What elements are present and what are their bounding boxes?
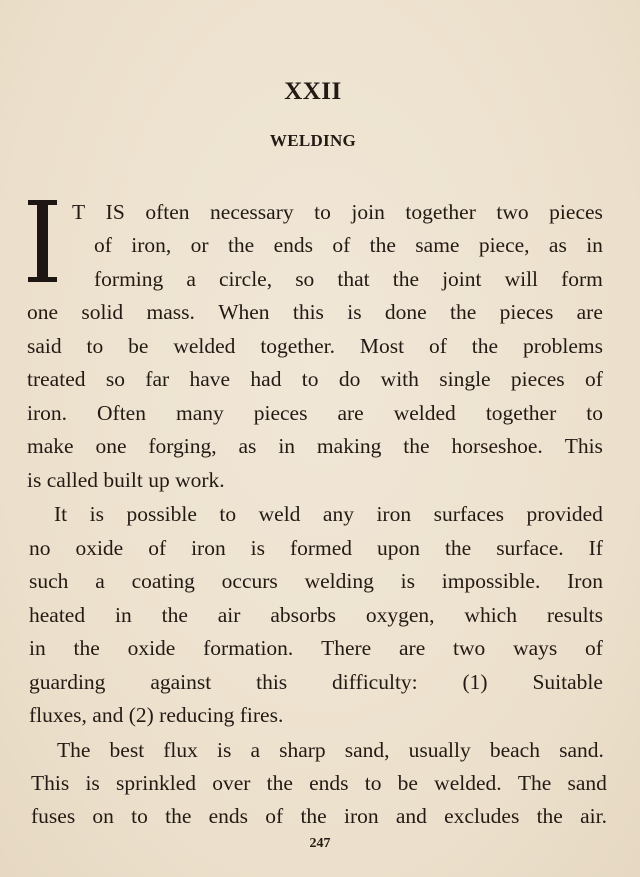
word: surface.	[496, 536, 564, 560]
word: problems	[522, 334, 603, 358]
word: iron	[376, 502, 412, 526]
word: or	[190, 233, 209, 257]
paragraph-1-line-9: is called built up work.	[27, 468, 225, 492]
word: solid	[81, 300, 124, 324]
word: far	[145, 367, 170, 391]
word: The	[57, 738, 91, 762]
word: together	[405, 200, 476, 224]
word: It	[54, 502, 68, 526]
word: treated	[27, 367, 86, 391]
word: a	[95, 569, 105, 593]
paragraph-1-line-3	[94, 269, 603, 291]
word: the	[392, 267, 419, 291]
word: said	[27, 334, 62, 358]
word: Most	[359, 334, 405, 358]
word: sharp	[279, 738, 326, 762]
word: in	[29, 636, 46, 660]
word: oxide	[75, 536, 124, 560]
word: iron.	[27, 401, 68, 425]
word: as	[548, 233, 567, 257]
word: the	[403, 434, 430, 458]
word: are	[337, 401, 364, 425]
word: on	[92, 804, 114, 828]
word: absorbs	[270, 603, 336, 627]
word: difficulty:	[332, 670, 418, 694]
word: form	[561, 267, 603, 291]
word: air.	[580, 804, 607, 828]
paragraph-2-line-1	[54, 504, 603, 526]
paragraph-1-line-7	[27, 403, 603, 425]
word: the	[165, 804, 192, 828]
word: sprinkled	[115, 771, 197, 795]
word: is	[85, 771, 100, 795]
word: in	[278, 434, 296, 458]
word: pieces	[499, 300, 554, 324]
word: excludes	[444, 804, 520, 828]
word: is	[400, 569, 415, 593]
word: any	[322, 502, 354, 526]
word: T	[72, 200, 86, 224]
word: to	[586, 401, 603, 425]
word: pieces	[549, 200, 603, 224]
word: oxide	[127, 636, 176, 660]
paragraph-2-line-7: fluxes, and (2) reducing fires.	[29, 703, 284, 727]
word: are	[399, 636, 426, 660]
word: one	[95, 434, 127, 458]
word: which	[464, 603, 517, 627]
word: This	[31, 771, 70, 795]
word: heated	[29, 603, 86, 627]
word: iron,	[131, 233, 172, 257]
word: to	[131, 804, 148, 828]
word: the	[471, 334, 499, 358]
word: single	[439, 367, 491, 391]
word: with	[380, 367, 419, 391]
word: do	[338, 367, 361, 391]
word: is	[250, 536, 265, 560]
word: air	[217, 603, 241, 627]
word: welded	[393, 401, 456, 425]
word: same	[415, 233, 460, 257]
word: formed	[289, 536, 353, 560]
word: the	[73, 636, 100, 660]
word: ends	[309, 771, 349, 795]
word: forging,	[148, 434, 217, 458]
word: welding	[304, 569, 374, 593]
word: in	[114, 603, 132, 627]
word: to	[314, 200, 331, 224]
page-number: 247	[309, 836, 331, 851]
word: have	[189, 367, 231, 391]
word: guarding	[29, 670, 106, 694]
word: occurs	[221, 569, 278, 593]
paragraph-2-line-3	[29, 571, 603, 593]
word: and	[395, 804, 427, 828]
word: of	[585, 636, 603, 660]
word: had	[250, 367, 282, 391]
word: a	[186, 267, 196, 291]
word: Suitable	[532, 670, 603, 694]
word: to	[86, 334, 104, 358]
paragraph-2-line-6	[29, 672, 603, 694]
paragraph-2-line-5	[29, 638, 603, 660]
word: The	[517, 771, 552, 795]
word: sand,	[344, 738, 390, 762]
word: making	[316, 434, 382, 458]
word: the	[444, 536, 472, 560]
word: is	[347, 300, 362, 324]
word: two	[453, 636, 486, 660]
word: no	[29, 536, 51, 560]
paragraph-1-line-6	[27, 369, 603, 391]
word: fuses	[31, 804, 76, 828]
word: pieces	[253, 401, 308, 425]
word: to	[301, 367, 319, 391]
word: of	[428, 334, 447, 358]
word: necessary	[210, 200, 294, 224]
paragraph-1-line-4	[27, 302, 603, 324]
word: make	[27, 434, 74, 458]
word: join	[351, 200, 385, 224]
word: ends	[208, 804, 249, 828]
word: of	[332, 233, 351, 257]
paragraph-3-line-1	[57, 740, 604, 762]
word: forming	[94, 267, 164, 291]
paragraph-3-line-2	[31, 773, 607, 795]
word: sand.	[559, 738, 604, 762]
word: piece,	[478, 233, 530, 257]
word: flux	[163, 738, 198, 762]
word: the	[266, 771, 293, 795]
word: two	[496, 200, 529, 224]
word: of	[265, 804, 284, 828]
chapter-title: WELDING	[269, 131, 357, 150]
word: are	[576, 300, 603, 324]
paragraph-1-line-8	[27, 436, 603, 458]
word: sand	[567, 771, 607, 795]
word: Iron	[567, 569, 603, 593]
word: is	[217, 738, 232, 762]
word: to	[219, 502, 237, 526]
word: ways	[513, 636, 558, 660]
paragraph-1-line-1	[72, 202, 603, 224]
word: best	[109, 738, 145, 762]
word: often	[145, 200, 190, 224]
word: When	[218, 300, 270, 324]
word: There	[321, 636, 372, 660]
paragraph-3-line-3	[31, 806, 607, 828]
word: this	[292, 300, 324, 324]
drop-cap-stem	[37, 202, 48, 280]
word: the	[300, 804, 327, 828]
word: weld	[258, 502, 301, 526]
word: IS	[105, 200, 125, 224]
word: ends	[273, 233, 313, 257]
paragraph-2-line-4	[29, 605, 603, 627]
paragraph-1-line-5	[27, 336, 603, 358]
word: impossible.	[441, 569, 541, 593]
chapter-number: XXII	[284, 78, 342, 105]
word: the	[450, 300, 477, 324]
word: together.	[260, 334, 335, 358]
word: the	[369, 233, 396, 257]
word: is	[89, 502, 104, 526]
word: as	[238, 434, 257, 458]
word: (1)	[462, 670, 488, 694]
word: iron	[343, 804, 379, 828]
word: surfaces	[433, 502, 505, 526]
word: be	[128, 334, 149, 358]
word: one	[27, 300, 59, 324]
word: mass.	[146, 300, 195, 324]
word: beach	[489, 738, 540, 762]
word: this	[256, 670, 288, 694]
word: over	[212, 771, 251, 795]
word: in	[586, 233, 603, 257]
word: oxygen,	[365, 603, 435, 627]
word: to	[364, 771, 382, 795]
word: of	[584, 367, 603, 391]
word: welded.	[434, 771, 502, 795]
paragraph-1-line-2	[94, 235, 603, 257]
word: If	[588, 536, 603, 560]
word: usually	[408, 738, 471, 762]
drop-cap	[28, 198, 58, 282]
word: Often	[97, 401, 146, 425]
paragraph-2-line-2	[29, 538, 603, 560]
word: results	[546, 603, 603, 627]
word: done	[384, 300, 427, 324]
word: joint	[442, 267, 482, 291]
word: will	[504, 267, 539, 291]
word: the	[536, 804, 563, 828]
word: against	[150, 670, 212, 694]
word: horseshoe.	[451, 434, 543, 458]
word: This	[564, 434, 603, 458]
word: a	[250, 738, 260, 762]
word: formation.	[203, 636, 294, 660]
word: the	[161, 603, 188, 627]
word: be	[397, 771, 418, 795]
word: together	[485, 401, 557, 425]
word: upon	[377, 536, 420, 560]
word: of	[94, 233, 112, 257]
word: of	[148, 536, 167, 560]
drop-cap-serif-bottom	[28, 277, 57, 282]
word: that	[337, 267, 370, 291]
word: coating	[131, 569, 195, 593]
word: welded	[173, 334, 236, 358]
word: such	[29, 569, 69, 593]
word: many	[175, 401, 224, 425]
word: circle,	[218, 267, 273, 291]
word: possible	[126, 502, 197, 526]
word: iron	[191, 536, 226, 560]
word: provided	[526, 502, 603, 526]
word: the	[227, 233, 255, 257]
word: pieces	[510, 367, 565, 391]
word: so	[105, 367, 125, 391]
word: so	[295, 267, 315, 291]
